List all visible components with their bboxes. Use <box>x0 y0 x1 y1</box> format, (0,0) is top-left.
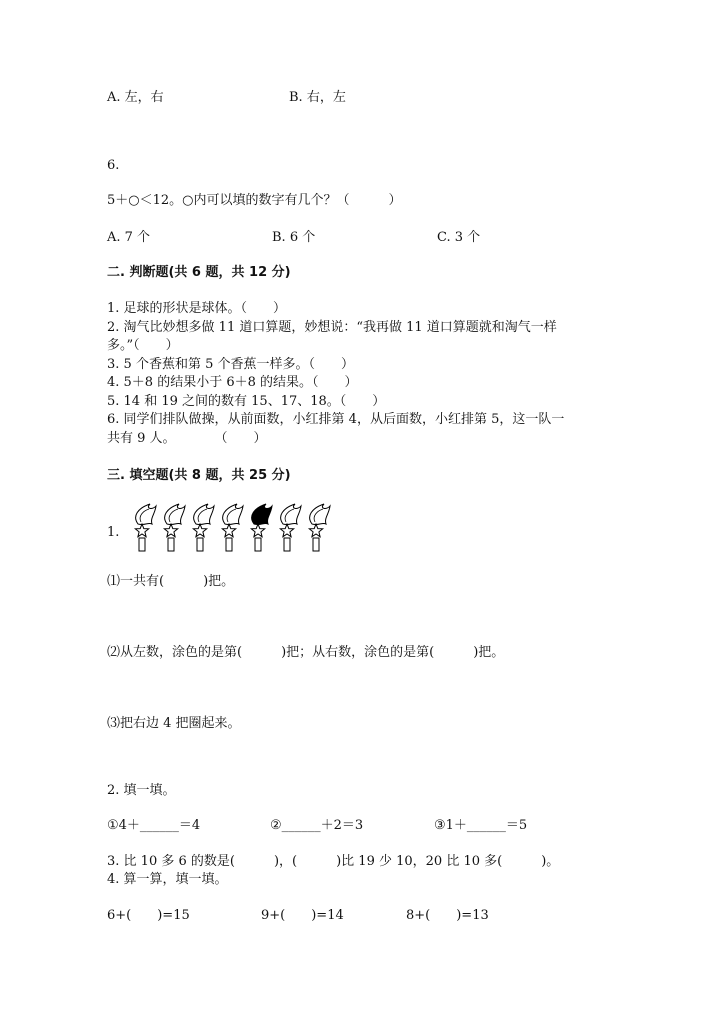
q5-option-b: B. 右，左 <box>289 90 346 105</box>
judge-item-1: 1. 足球的形状是球体。（ ） <box>107 301 287 316</box>
fill-q4-item-2: 9+( )=14 <box>261 908 344 923</box>
torch <box>280 504 301 551</box>
fill-q3: 3. 比 10 多 6 的数是( )，( )比 19 少 10，20 比 10 多( )。 <box>107 854 560 869</box>
torch <box>309 504 330 551</box>
fill-q2-blank-2: ②______＋2＝3 <box>270 818 364 833</box>
fill-q1-part2: ⑵从左数，涂色的是第( )把；从右数，涂色的是第( )把。 <box>107 645 505 660</box>
q6-stem: 5＋○＜12。○内可以填的数字有几个？（ ） <box>107 193 402 208</box>
judge-item-3: 3. 5 个香蕉和第 5 个香蕉一样多。（ ） <box>107 357 354 372</box>
fill-q4-item-3: 8+( )=13 <box>406 908 489 923</box>
section2-title: 二. 判断题(共 6 题，共 12 分) <box>107 265 291 280</box>
fill-q1-part3: ⑶把右边 4 把圈起来。 <box>107 716 241 731</box>
torch <box>222 504 243 551</box>
judge-item-6: 6. 同学们排队做操，从前面数，小红排第 4，从后面数，小红排第 5，这一队一 <box>107 412 565 427</box>
fill-q2-blank-1: ①4＋______＝4 <box>107 818 201 833</box>
q6-option-a: A. 7 个 <box>107 230 151 245</box>
judge-item-5: 5. 14 和 19 之间的数有 15、17、18。（ ） <box>107 394 386 409</box>
torch <box>164 504 185 551</box>
q6-option-c: C. 3 个 <box>437 230 481 245</box>
torch-shaded <box>251 504 272 551</box>
torch <box>193 504 214 551</box>
fill-q4-title: 4. 算一算，填一填。 <box>107 872 228 887</box>
q6-number: 6. <box>107 158 120 173</box>
fill-q2-blank-3: ③1＋______＝5 <box>434 818 528 833</box>
fill-q1-part1: ⑴一共有( )把。 <box>107 574 235 589</box>
section3-title: 三. 填空题(共 8 题，共 25 分) <box>107 468 291 483</box>
q5-option-a: A. 左，右 <box>107 90 164 105</box>
judge-item-2-cont: 多。”（ ） <box>107 338 179 353</box>
judge-item-4: 4. 5＋8 的结果小于 6＋8 的结果。（ ） <box>107 375 358 390</box>
torch <box>135 504 156 551</box>
torches-figure <box>126 500 336 555</box>
fill-q4-item-1: 6+( )=15 <box>107 908 190 923</box>
q6-option-b: B. 6 个 <box>272 230 316 245</box>
judge-item-2: 2. 淘气比妙想多做 11 道口算题，妙想说：“我再做 11 道口算题就和淘气一样 <box>107 320 557 335</box>
judge-item-6-cont: 共有 9 人。 （ ） <box>107 431 267 446</box>
fill-q2-title: 2. 填一填。 <box>107 783 176 798</box>
fill-q1-number: 1. <box>107 525 120 540</box>
